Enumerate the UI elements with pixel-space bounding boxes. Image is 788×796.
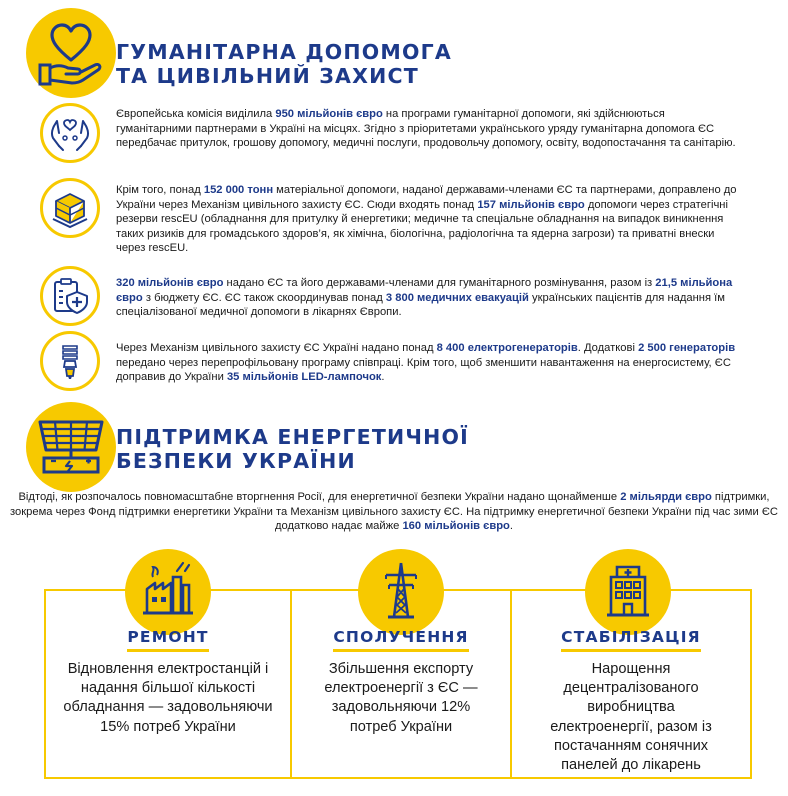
text-segment: Крім того, понад <box>116 184 204 196</box>
highlight-figure: 21,5 мільйона євро <box>116 277 733 304</box>
section2-icon-circle <box>26 402 116 492</box>
power-pylon-icon <box>358 549 444 635</box>
card2-text: Збільшення експорту електроенергії з ЄС — задовольняючи 12% потреб України <box>324 661 478 735</box>
section1-title-line1: ГУМАНІТАРНА ДОПОМОГА <box>116 40 452 64</box>
item4-text <box>116 341 742 385</box>
card3-title-text: СТАБІЛІЗАЦІЯ <box>561 628 701 652</box>
section1-title-line2: ТА ЦИВІЛЬНИЙ ЗАХИСТ <box>116 64 419 88</box>
text-segment: надано ЄС та його державами-членами для гуманітарного розмінування, разом із <box>223 277 656 289</box>
heart-in-hand-icon <box>26 8 116 98</box>
card1-title-text: РЕМОНТ <box>127 628 208 652</box>
highlight-figure: 3 800 медичних евакуацій <box>385 291 529 304</box>
text-segment: Через Механізм цивільного захисту ЄС Україні надано понад <box>116 342 437 354</box>
section2-title <box>116 425 469 473</box>
card1-icon-circle <box>125 549 211 635</box>
medical-clipboard-icon <box>43 269 97 323</box>
text-segment: на програми гуманітарної допомоги, які здійснюються гуманітарними партнерами в Україні на місцях. Згідно з пріоритетами українського уряду гуманітарна допомога ЄС передбачає притулок, грошову допомогу, медичні послуги, продовольчу допомогу, освіту, водопостачання та санітарію. <box>116 108 736 150</box>
card3-icon-circle <box>585 549 671 635</box>
text-segment: підтримки, зокрема через Фонд підтримки енергетики України та Механізм цивільного захисту ЄС. На підтримку енергетичної безпеки України під час зими ЄС додатково надає майже <box>10 491 778 533</box>
text-segment: передано через перепрофільовану програму співпраці. Крім того, щоб зменшити навантаження на енергосистему, ЄС доправив до України <box>116 356 731 384</box>
text-segment: Європейська комісія виділила <box>116 108 276 120</box>
section2-title-line2: БЕЗПЕКИ УКРАЇНИ <box>116 449 356 473</box>
cargo-pallet-icon <box>43 181 97 235</box>
section2-title-line1: ПІДТРИМКА ЕНЕРГЕТИЧНОЇ <box>116 425 469 449</box>
highlight-figure: 2 500 генераторів <box>638 342 736 354</box>
item4-icon-circle <box>40 331 100 391</box>
highlight-figure: 2 мільярди євро <box>620 491 712 503</box>
highlight-figure: 157 мільйонів євро <box>477 198 585 211</box>
item3-icon-circle <box>40 266 100 326</box>
item2-text <box>116 183 742 256</box>
text-segment: допомоги через стратегічні резерви rescEU (обладнання для притулку й енергетики; медичне та спеціальне обладнання на випадок виникнення таких ризиків для громадського здоров’я, як хімічна, біологічна, радіологічна та ядерна загрози) та приватні внески через rescEU. <box>116 198 728 255</box>
text-segment: . <box>381 371 385 384</box>
power-plant-icon <box>125 549 211 635</box>
text-segment: українських пацієнтів для надання їм спеціалізованої медичної допомоги в лікарнях Європи. <box>116 291 725 319</box>
highlight-figure: 320 мільйонів євро <box>116 277 224 289</box>
text-segment: . <box>509 520 513 533</box>
highlight-figure: 35 мільйонів LED-лампочок <box>226 371 382 384</box>
highlight-figure: 152 000 тонн <box>203 184 274 196</box>
item1-text <box>116 107 742 151</box>
section1-title <box>116 40 452 88</box>
text-segment: з бюджету ЄС. ЄС також скоординував понад <box>142 291 386 304</box>
text-segment: . Додаткові <box>577 342 639 354</box>
section1-icon-circle <box>26 8 116 98</box>
helping-hands-icon <box>43 106 97 160</box>
solar-panel-icon <box>26 402 116 492</box>
highlight-figure: 950 мільйонів євро <box>275 108 383 120</box>
card1-title <box>44 628 292 652</box>
card1-text: Відновлення електростанцій і надання більшої кількості обладнання — задовольняючи 15% потреб України <box>63 661 273 735</box>
card3-text: Нарощення децентралізованого виробництва електроенергії, разом із постачанням сонячних панелей до лікарень <box>550 661 712 774</box>
hospital-icon <box>585 549 671 635</box>
text-segment: матеріальної допомоги, наданої державами-членами ЄС та партнерами, доправлено до України через Механізм цивільного захисту ЄС. Сюди входять понад <box>116 184 737 211</box>
card2-title-text: СПОЛУЧЕННЯ <box>333 628 468 652</box>
card2-icon-circle <box>358 549 444 635</box>
highlight-figure: 160 мільйонів євро <box>402 520 510 533</box>
item3-text <box>116 276 742 320</box>
text-segment: Відтоді, як розпочалось повномасштабне вторгнення Росії, для енергетичної безпеки України надано щонайменше <box>18 491 621 503</box>
item2-icon-circle <box>40 178 100 238</box>
card2-title <box>290 628 512 652</box>
energy-intro-text <box>0 490 788 534</box>
led-bulb-icon <box>43 334 97 388</box>
item1-icon-circle <box>40 103 100 163</box>
highlight-figure: 8 400 електрогенераторів <box>436 342 578 354</box>
card3-title <box>510 628 752 652</box>
